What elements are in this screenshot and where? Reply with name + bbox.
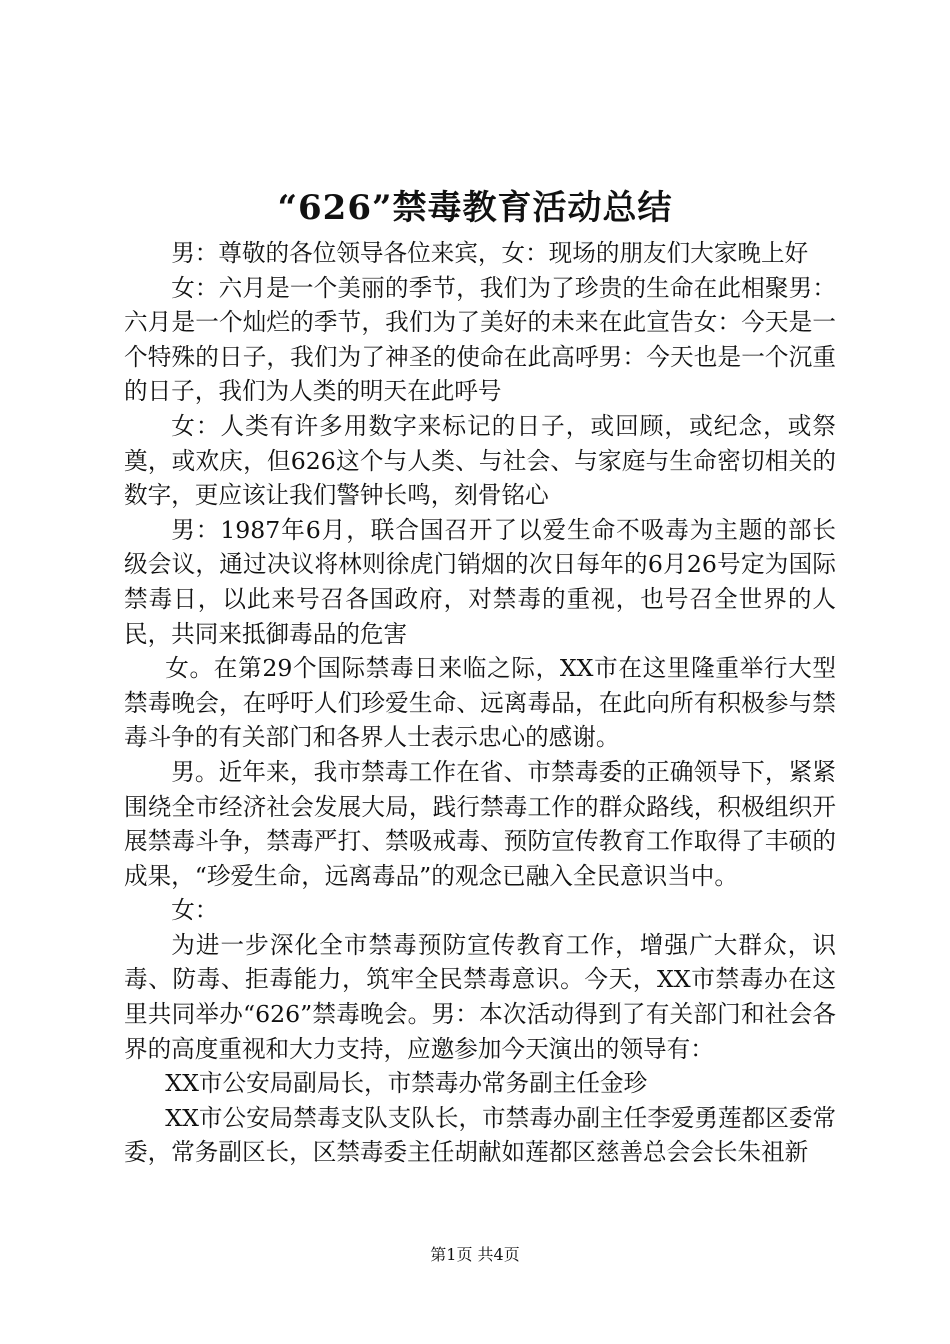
page-number-footer: 第1页 共4页 <box>430 1245 520 1264</box>
paragraph-un-history: 男：1987年6月，联合国召开了以爱生命不吸毒为主题的部长级会议，通过决议将林则徐虎门销烟的次日每年的6月26号定为国际禁毒日，以此来号召各国政府，对禁毒的重视，也号召全世界的人民，共同来抵御毒品的危害 <box>124 515 836 648</box>
document-title: “626”禁毒教育活动总结 <box>277 188 673 228</box>
paragraph-june-dialogue: 女：六月是一个美丽的季节，我们为了珍贵的生命在此相聚男：六月是一个灿烂的季节，我们为了美好的未来在此宣告女：今天是一个特殊的日子，我们为了神圣的使命在此高呼男：今天也是一个沉重的日子，我们为人类的明天在此呼号 <box>124 273 836 406</box>
paragraph-29th-day: 女。在第29个国际禁毒日来临之际，XX市在这里隆重举行大型禁毒晚会，在呼吁人们珍爱生命、远离毒品，在此向所有积极参与禁毒斗争的有关部门和各界人士表示忠心的感谢。 <box>124 654 836 752</box>
document-body <box>124 236 836 1170</box>
paragraph-leader-1: XX市公安局副局长，市禁毒办常务副主任金珍 <box>165 1069 648 1098</box>
paragraph-greeting: 男：尊敬的各位领导各位来宾，女：现场的朋友们大家晚上好 <box>171 239 809 267</box>
paragraph-626-meaning: 女：人类有许多用数字来标记的日子，或回顾，或纪念，或祭奠，或欢庆，但626这个与人类、与社会、与家庭与生命密切相关的数字，更应该让我们警钟长鸣，刻骨铭心 <box>124 411 836 510</box>
paragraph-event-purpose: 为进一步深化全市禁毒预防宣传教育工作，增强广大群众，识毒、防毒、拒毒能力，筑牢全民禁毒意识。今天，XX市禁毒办在这里共同举办“626”禁毒晚会。男：本次活动得到了有关部门和社会各界的高度重视和大力支持，应邀参加今天演出的领导有： <box>124 930 836 1063</box>
paragraph-leader-2: XX市公安局禁毒支队支队长，市禁毒办副主任李爱勇莲都区委常委，常务副区长，区禁毒委主任胡献如莲都区慈善总会会长朱祖新 <box>124 1103 836 1167</box>
paragraph-city-work: 男。近年来，我市禁毒工作在省、市禁毒委的正确领导下，紧紧围绕全市经济社会发展大局，践行禁毒工作的群众路线，积极组织开展禁毒斗争，禁毒严打、禁吸戒毒、预防宣传教育工作取得了丰硕的成果，“珍爱生命，远离毒品”的观念已融入全民意识当中。 <box>124 757 836 890</box>
paragraph-female-label: 女： <box>171 896 219 925</box>
